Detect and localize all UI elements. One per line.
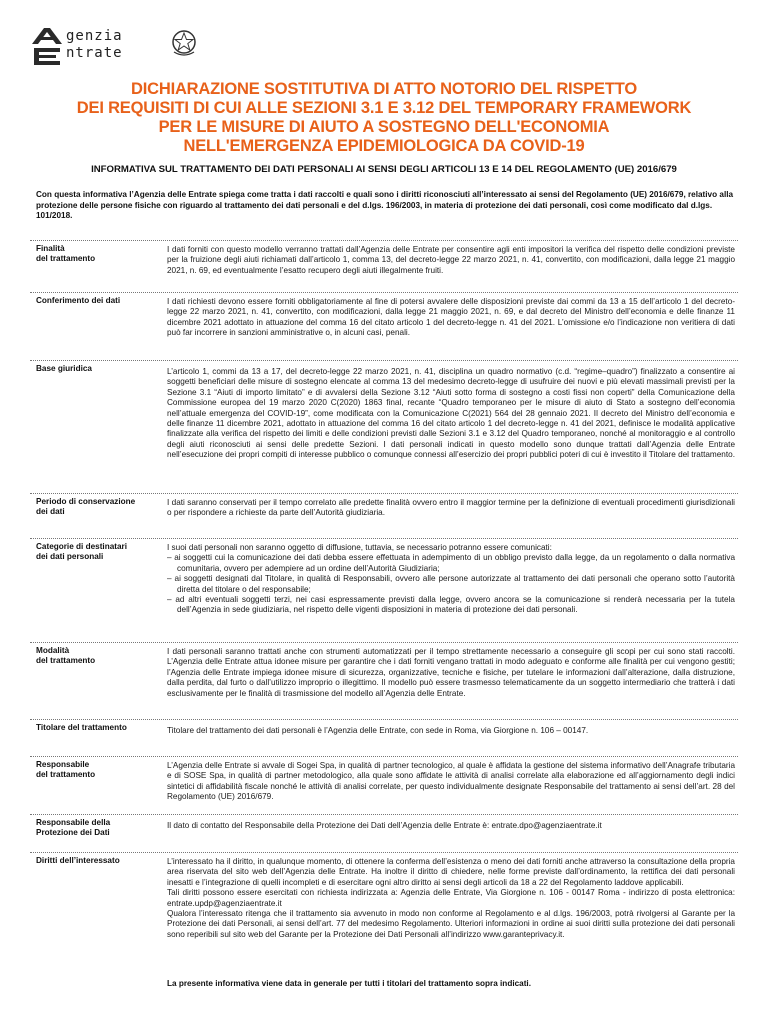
list-item: – ai soggetti designati dal Titolare, in qualità di Responsabili, ovvero alle persone autorizzate al trattamento dei dati personali che operano sotto l’autorità diretta del titolare o del responsabile; bbox=[167, 574, 735, 594]
section-label: Titolare del trattamento bbox=[36, 723, 127, 732]
section-label: Modalità del trattamento bbox=[36, 646, 96, 665]
section-label: Conferimento dei dati bbox=[36, 296, 121, 305]
section-text: L’Agenzia delle Entrate si avvale di Sogei Spa, in qualità di partner tecnologico, al quale è affidata la gestione del sistema informativo dell’Anagrafe tributaria e di SOSE Spa, in qualità di partner metodologico, alla quale sono affidate le attività di analisi correlate alla elaborazione ed all’aggiornamento degli indici sintetici di affidabilità fiscale nonché le attività di analisi correlate, per questo individualmente designate Responsabile del trattamento ai sensi dell’art. 28 del Regolamento (UE) 2016/679. bbox=[167, 761, 735, 802]
section-label: Periodo di conservazione dei dati bbox=[36, 497, 136, 516]
section-text: Titolare del trattamento dei dati personali è l’Agenzia delle Entrate, con sede in Roma, via Giorgione n. 106 – 00147. bbox=[167, 726, 589, 735]
section-modalita bbox=[30, 642, 738, 718]
recipients-list bbox=[167, 553, 735, 615]
logo-text-line1: genzia bbox=[66, 28, 123, 44]
section-categorie-destinatari bbox=[30, 538, 738, 639]
title-line: PER LE MISURE DI AIUTO A SOSTEGNO DELL'ECONOMIA bbox=[158, 118, 610, 136]
section-label: Categorie di destinatari dei dati personali bbox=[36, 542, 127, 561]
section-periodo-conservazione bbox=[30, 493, 738, 534]
document-title bbox=[0, 80, 768, 156]
section-paragraph: Tali diritti possono essere esercitati con richiesta indirizzata a: Agenzia delle Entrate, Via Giorgione n. 106 - 00147 Roma - indirizzo di posta elettronica: entrate.updp@agenziaentrate.it bbox=[167, 888, 735, 908]
section-text-intro: I suoi dati personali non saranno oggetto di diffusione, tuttavia, se necessario potranno essere comunicati: bbox=[167, 543, 552, 552]
section-diritti bbox=[30, 852, 738, 973]
section-label: Finalità del trattamento bbox=[36, 244, 96, 263]
section-label: Diritti dell’interessato bbox=[36, 856, 120, 865]
section-paragraph: L’interessato ha il diritto, in qualunque momento, di ottenere la conferma dell’esistenza o meno dei dati forniti anche attraverso la consultazione della propria area riservata del sito web dell’Agenzia delle Entrate. Ha inoltre il diritto di chiedere, nelle forme previste dall’ordinamento, la rettifica dei dati personali inesatti e l’integrazione di quelli incompleti e di esercitare ogni altro diritto ai sensi degli articoli da 18 a 22 del Regolamento laddove applicabili. bbox=[167, 857, 735, 887]
section-rpd bbox=[30, 814, 738, 851]
section-text: I dati forniti con questo modello verranno trattati dall’Agenzia delle Entrate per consentire agli enti impositori la verifica del rispetto delle condizioni previste per la fruizione degli aiuti richiamati dall’articolo 1, comma 13, del decreto-legge 22 marzo 2021, n. 41, convertito, con modificazioni, dalla legge 21 maggio 2021, n. 69, ed eventualmente l’esatto recupero degli aiuti illegalmente fruiti. bbox=[167, 245, 735, 275]
section-responsabile bbox=[30, 756, 738, 813]
section-finalita bbox=[30, 240, 738, 293]
title-line: DEI REQUISITI DI CUI ALLE SEZIONI 3.1 E 3.12 DEL TEMPORARY FRAMEWORK bbox=[76, 99, 692, 117]
section-text: I dati richiesti devono essere forniti obbligatoriamente al fine di potersi avvalere delle disposizioni previste dai commi da 13 a 15 dell’articolo 1 del decreto-legge 22 marzo 2021, n. 41, convertito, con modificazioni, dalla legge 21 maggio 2021, n. 69, e dal decreto del Ministro dell’economia e delle finanze 11 dicembre 2021 adottato in attuazione del comma 16 del citato articolo 1 del decreto-legge n. 41 del 2021. L’omissione e/o l’indicazione non veritiera di dati può far incorrere in sanzioni amministrative o, in alcuni casi, penali. bbox=[167, 297, 735, 338]
section-paragraph: Qualora l’interessato ritenga che il trattamento sia avvenuto in modo non conforme al Regolamento e al d.lgs. 196/2003, potrà rivolgersi al Garante per la Protezione dei dati Personali, ai sensi dell’art. 77 del medesimo Regolamento. Ulteriori informazioni in ordine ai suoi diritti sulla protezione dei dati personali sono reperibili sul sito web del Garante per la Protezione dei Dati Personali all’indirizzo www.garanteprivacy.it. bbox=[167, 909, 735, 939]
section-text: I dati personali saranno trattati anche con strumenti automatizzati per il tempo strettamente necessario a conseguire gli scopi per cui sono stati raccolti. L’Agenzia delle Entrate attua idonee misure per garantire che i dati forniti vengano trattati in modo adeguato e conforme alle finalità per cui vengono gestiti; l’Agenzia delle Entrate impiega idonee misure di sicurezza, organizzative, tecniche e fisiche, per tutelare le informazioni dall’alterazione, dalla distruzione, dalla perdita, dal furto o dall’utilizzo improprio o illegittimo. Il modello può essere trasmesso telematicamente da un soggetto intermediario che tratterà i dati esclusivamente per le finalità di trasmissione del modello all’Agenzia delle Entrate. bbox=[167, 647, 735, 698]
title-line: NELL'EMERGENZA EPIDEMIOLOGICA DA COVID-19 bbox=[183, 137, 585, 155]
list-item: – ai soggetti cui la comunicazione dei dati debba essere effettuata in adempimento di un obbligo previsto dalla legge, da un regolamento o dalla normativa comunitaria, ovvero per adempiere ad un ordine dell’Autorità Giudiziaria; bbox=[167, 553, 735, 573]
section-text: Il dato di contatto del Responsabile della Protezione dei Dati dell’Agenzia delle Entrate è: entrate.dpo@agenziaentrate.it bbox=[167, 821, 602, 830]
closing-note: La presente informativa viene data in generale per tutti i titolari del trattamento sopra indicati. bbox=[167, 979, 531, 988]
logo-text-line2: ntrate bbox=[66, 45, 123, 61]
document-subtitle: INFORMATIVA SUL TRATTAMENTO DEI DATI PERSONALI AI SENSI DEGLI ARTICOLI 13 E 14 DEL REGOLAMENTO (UE) 2016/679 bbox=[91, 164, 677, 175]
agenzia-entrate-logo bbox=[30, 26, 180, 66]
section-label: Responsabile del trattamento bbox=[36, 760, 96, 779]
section-text bbox=[167, 857, 735, 940]
section-conferimento bbox=[30, 292, 738, 357]
section-text bbox=[167, 543, 735, 616]
intro-paragraph: Con questa informativa l’Agenzia delle Entrate spiega come tratta i dati raccolti e quali sono i diritti riconosciuti all’interessato ai sensi del Regolamento (UE) 2016/679, relativo alla protezione delle persone fisiche con riguardo al trattamento dei dati personali e del d.lgs. 196/2003, in materia di protezione dei dati personali, così come modificato dal d.lgs. 101/2018. bbox=[36, 190, 734, 220]
section-text: L’articolo 1, commi da 13 a 17, del decreto-legge 22 marzo 2021, n. 41, disciplina un quadro normativo (c.d. “regime–quadro”) finalizzato a consentire ai soggetti beneficiari delle misure di sostegno elencate al comma 13 del medesimo decreto-legge di usufruire dei nuovi e più elevati massimali previsti per la Sezione 3.1 “Aiuti di importo limitato” e di avvalersi della Sezione 3.12 “Aiuti sotto forma di sostegno a costi fissi non coperti” della Comunicazione della Commissione europea del 19 marzo 2020 C(2020) 1863 final, recante “Quadro temporaneo per le misure di aiuto di Stato a sostegno dell’economia nell’attuale emergenza del COVID-19”, come modificata con la Comunicazione C(2021) 564 del 28 gennaio 2021. Il decreto del Ministro dell’economia e delle finanze 11 dicembre 2021, adottato in attuazione del comma 16 del citato articolo 1 del decreto-legge n. 41 del 2021, definisce le modalità applicative finalizzate alla verifica del rispetto dei limiti e delle condizioni previsti dalle Sezioni 3.1 e 3.12 del Quadro temporaneo, nonché al monitoraggio e al controllo degli aiuti riconosciuti ai sensi delle predette Sezioni. I dati personali indicati in questo modello sono dunque trattati dall’Agenzia delle Entrate nell’esecuzione dei propri compiti di interesse pubblico o comunque connessi all’esercizio dei propri pubblici poteri di cui è investito il Titolare del trattamento. bbox=[167, 367, 735, 460]
logo-a-mark-icon bbox=[30, 26, 64, 66]
title-line: DICHIARAZIONE SOSTITUTIVA DI ATTO NOTORIO DEL RISPETTO bbox=[131, 80, 637, 98]
section-text: I dati saranno conservati per il tempo correlato alle predette finalità ovvero entro il maggior termine per la definizione di eventuali procedimenti giurisdizionali o per rispondere a richieste da parte dell’Autorità giudiziaria. bbox=[167, 498, 735, 518]
section-label: Base giuridica bbox=[36, 364, 92, 373]
section-base-giuridica bbox=[30, 360, 738, 492]
republic-emblem-icon bbox=[170, 28, 198, 58]
section-titolare bbox=[30, 719, 738, 754]
section-label: Responsabile della Protezione dei Dati bbox=[36, 818, 111, 837]
list-item: – ad altri eventuali soggetti terzi, nei casi espressamente previsti dalla legge, ovvero ancora se la comunicazione si renderà necessaria per la tutela dell’Agenzia in sede giudiziaria, nel rispetto delle vigenti disposizioni in materia di protezione dei dati personali. bbox=[167, 595, 735, 615]
